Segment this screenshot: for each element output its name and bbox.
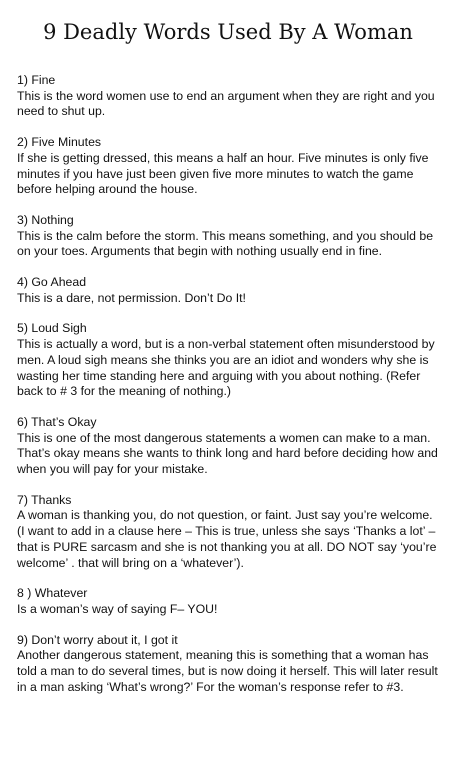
entry-body: This is the calm before the storm. This means something, and you should be on your toes. Arguments that begin with nothing usually end in fine. (17, 228, 434, 259)
entry-body: This is the word women use to end an argument when they are right and you need to shut up. (17, 88, 435, 119)
entry-heading: 6) That’s Okay (17, 414, 97, 429)
entry-heading: 7) Thanks (17, 492, 72, 507)
entry-thanks (17, 493, 439, 572)
entry-go-ahead (17, 275, 439, 306)
entry-thats-okay (17, 415, 439, 478)
entry-heading: 8 ) Whatever (17, 586, 88, 601)
entry-body: Is a woman’s way of saying F– YOU! (17, 601, 218, 616)
entry-heading: 9) Don’t worry about it, I got it (17, 632, 178, 647)
entry-body: Another dangerous statement, meaning this is something that a woman has told a man to do several times, but is now doing it herself. This will later result in a man asking ‘What’s wrong?’ For the woman’s response refer to #3. (17, 648, 438, 694)
entry-fine (17, 73, 439, 120)
entry-heading: 4) Go Ahead (17, 275, 87, 290)
entry-list (17, 73, 439, 696)
entry-heading: 1) Fine (17, 73, 56, 87)
entry-loud-sigh (17, 321, 439, 400)
entry-body: If she is getting dressed, this means a half an hour. Five minutes is only five minutes if you have just been given five more minutes to watch the game before helping around the house. (17, 150, 429, 197)
entry-nothing (17, 213, 439, 260)
entry-heading: 5) Loud Sigh (17, 321, 87, 336)
entry-body: This is actually a word, but is a non-verbal statement often misunderstood by men. A loud sigh means she thinks you are an idiot and wonders why she is wasting her time standing here and arguing with you about nothing. (Refer back to # 3 for the meaning of nothing.) (17, 337, 435, 399)
entry-heading: 3) Nothing (17, 212, 74, 227)
entry-heading: 2) Five Minutes (17, 135, 102, 150)
page-title: 9 Deadly Words Used By A Woman (43, 20, 413, 44)
entry-body: This is a dare, not permission. Don’t Do It! (17, 290, 246, 305)
entry-five-minutes (17, 135, 439, 198)
entry-dont-worry (17, 633, 439, 696)
entry-body: This is one of the most dangerous statements a women can make to a man. That’s okay means she wants to think long and hard before deciding how and when you will pay for your mistake. (17, 430, 438, 477)
entry-body: A woman is thanking you, do not question, or faint. Just say you’re welcome. (I want to add in a clause here – This is true, unless she says ‘Thanks a lot’ – that is PURE sarcasm and she is not thanking you at all. DO NOT say ‘you’re welcome’ . that will bring on a ‘whatever’). (17, 508, 437, 570)
entry-whatever (17, 586, 439, 617)
